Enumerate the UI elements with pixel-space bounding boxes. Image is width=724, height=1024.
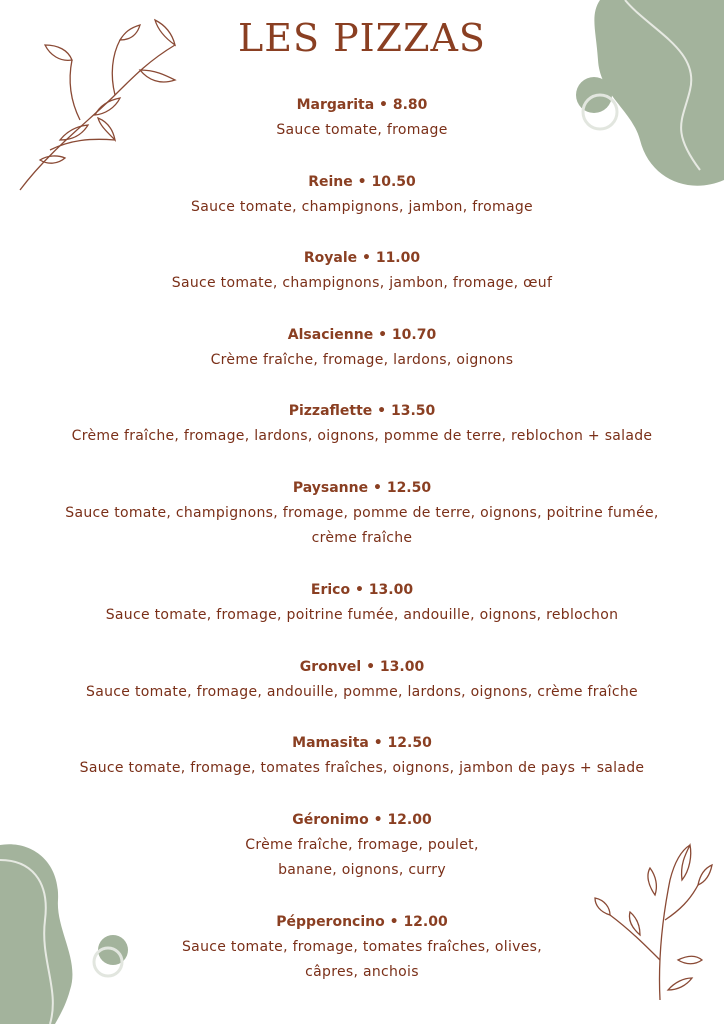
pizza-name: Margarita: [296, 97, 375, 113]
pizza-name: Mamasita: [292, 735, 369, 752]
pizza-ingredients: Crème fraîche, fromage, poulet,: [245, 836, 479, 853]
menu-item: [0, 656, 724, 733]
pizza-price: 12.00: [387, 811, 432, 828]
menu-item: [0, 579, 724, 656]
pizza-price: 11.00: [375, 250, 421, 267]
menu-item-heading: Paysanne • 12.50: [292, 479, 432, 496]
menu-item-heading: Margarita • 8.80: [296, 97, 428, 113]
menu-item: [0, 171, 724, 248]
menu-item: [0, 94, 724, 171]
menu-item: [0, 324, 724, 401]
pizza-price: 13.00: [379, 658, 425, 675]
pizza-name: Géronimo: [292, 811, 369, 828]
pizza-ingredients: câpres, anchois: [305, 963, 419, 980]
pizza-ingredients: crème fraîche: [311, 529, 413, 546]
pizza-name: Pépperoncino: [276, 913, 385, 930]
menu-item: [0, 809, 724, 911]
pizza-price: 12.50: [386, 479, 432, 496]
pizza-menu-list: [0, 94, 724, 1013]
pizza-name: Paysanne: [292, 479, 369, 496]
pizza-name: Royale: [303, 250, 358, 267]
pizza-price: 12.00: [403, 913, 448, 930]
menu-item-heading: Pizzaflette • 13.50: [288, 403, 436, 420]
pizza-ingredients: Sauce tomate, fromage, poitrine fumée, andouille, oignons, reblochon: [105, 606, 619, 623]
pizza-ingredients: Sauce tomate, fromage, andouille, pomme, lardons, oignons, crème fraîche: [86, 683, 638, 700]
menu-item: [0, 911, 724, 1013]
pizza-name: Pizzaflette: [288, 403, 373, 420]
pizza-name: Erico: [310, 581, 351, 598]
pizza-ingredients: Sauce tomate, fromage: [276, 122, 448, 138]
menu-item-heading: Géronimo • 12.00: [292, 811, 432, 828]
menu-item-heading: Mamasita • 12.50: [292, 735, 432, 752]
menu-item: [0, 247, 724, 324]
pizza-price: 10.70: [391, 326, 437, 343]
menu-item-heading: Alsacienne • 10.70: [287, 326, 437, 343]
pizza-ingredients: Sauce tomate, fromage, tomates fraîches, olives,: [182, 938, 542, 955]
pizza-ingredients: banane, oignons, curry: [278, 861, 446, 878]
menu-item-heading: Pépperoncino • 12.00: [276, 913, 448, 930]
pizza-price: 13.00: [368, 581, 414, 598]
pizza-ingredients: Sauce tomate, champignons, jambon, fromage, œuf: [171, 275, 553, 292]
pizza-name: Gronvel: [299, 658, 362, 675]
pizza-ingredients: Sauce tomate, champignons, fromage, pomme de terre, oignons, poitrine fumée,: [65, 504, 659, 521]
pizza-ingredients: Crème fraîche, fromage, lardons, oignons: [210, 351, 514, 368]
page-title: LES PIZZAS: [238, 16, 486, 60]
pizza-ingredients: Sauce tomate, champignons, jambon, fromage: [191, 198, 533, 215]
pizza-ingredients: Crème fraîche, fromage, lardons, oignons, pomme de terre, reblochon + salade: [71, 428, 653, 445]
menu-item-heading: Royale • 11.00: [303, 250, 421, 267]
menu-item: [0, 400, 724, 477]
menu-item-heading: Reine • 10.50: [308, 173, 416, 190]
menu-item-heading: Gronvel • 13.00: [299, 658, 425, 675]
pizza-name: Alsacienne: [287, 326, 374, 343]
menu-item: [0, 477, 724, 579]
pizza-price: 12.50: [387, 735, 432, 752]
menu-item: [0, 732, 724, 809]
pizza-price: 10.50: [371, 173, 416, 190]
pizza-ingredients: Sauce tomate, fromage, tomates fraîches, oignons, jambon de pays + salade: [79, 760, 645, 777]
pizza-price: 8.80: [392, 97, 428, 113]
menu-item-heading: Erico • 13.00: [310, 581, 414, 598]
pizza-name: Reine: [308, 173, 353, 190]
pizza-price: 13.50: [390, 403, 436, 420]
